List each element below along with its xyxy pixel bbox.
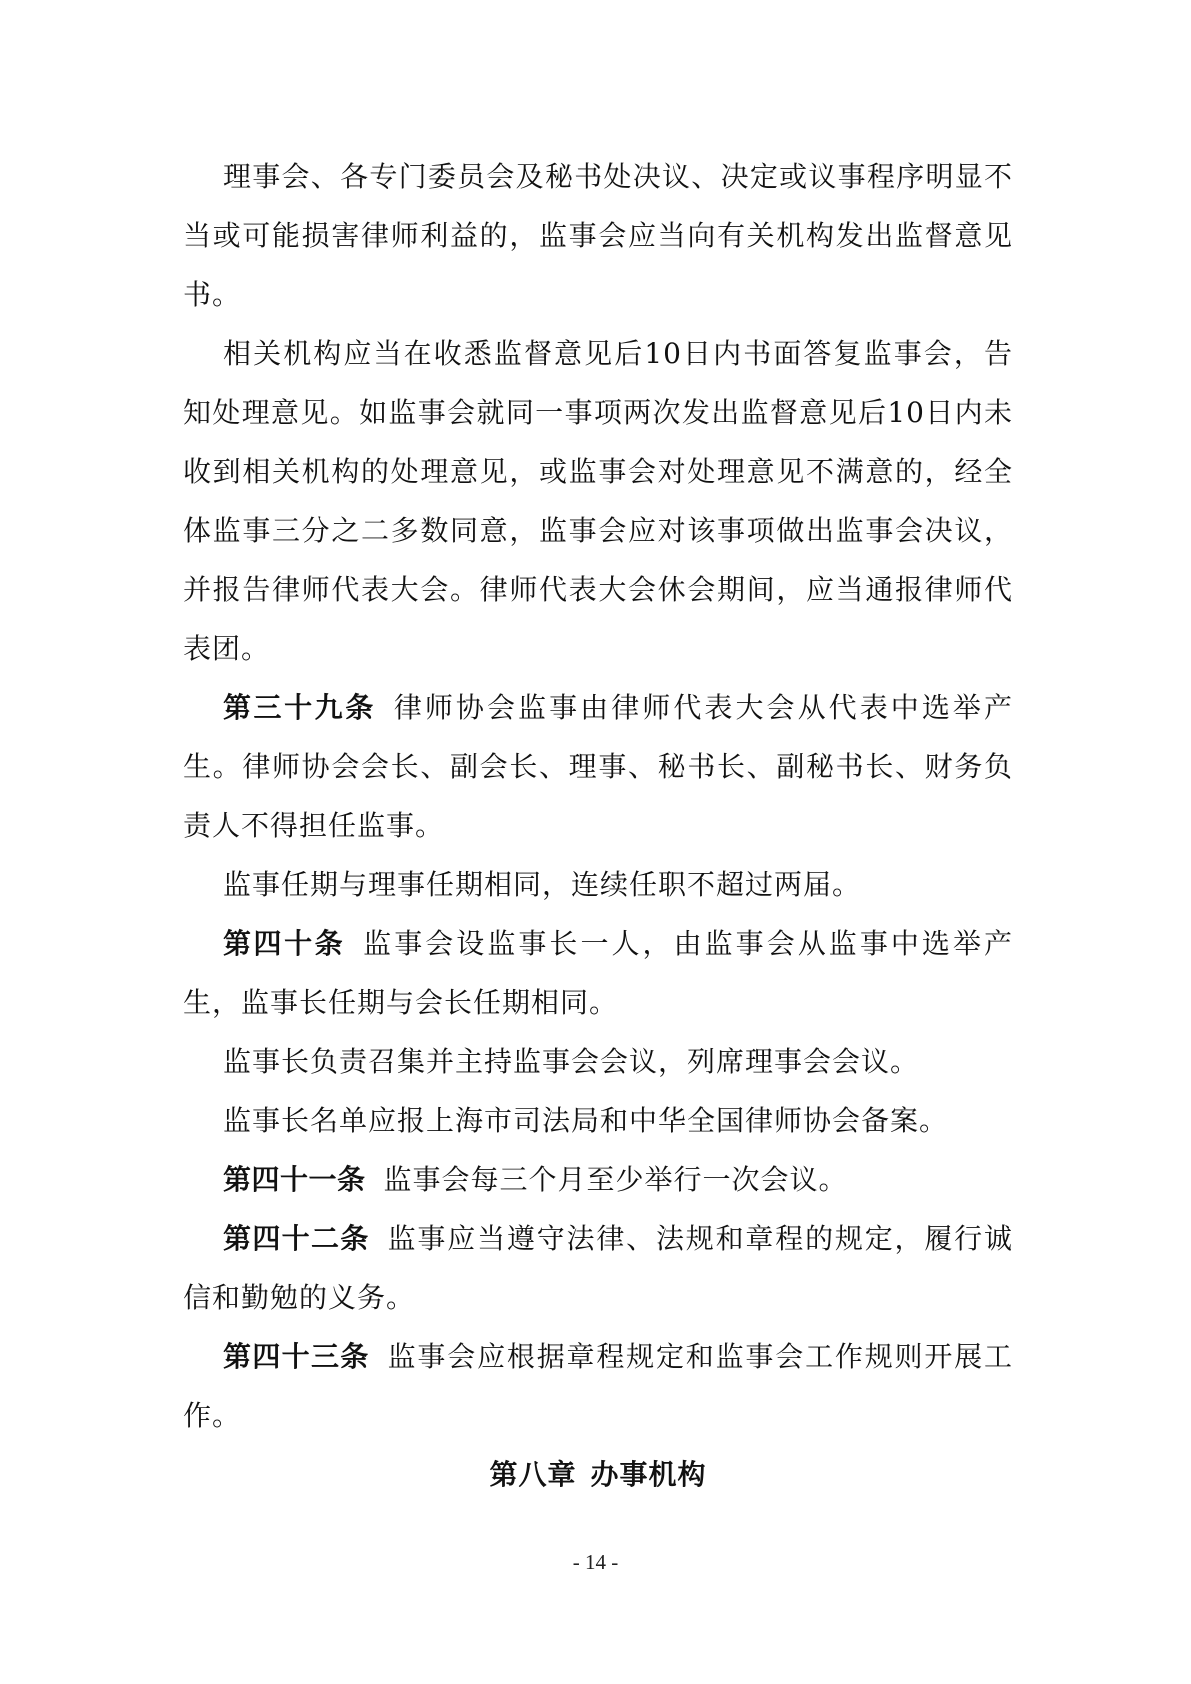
paragraph-text: 监事会每三个月至少举行一次会议。 xyxy=(383,1163,848,1196)
paragraph xyxy=(183,855,1013,914)
page-number: - 14 - xyxy=(572,1550,619,1574)
article-heading: 第四十条 xyxy=(223,927,346,960)
chapter-number: 第八章 xyxy=(489,1458,577,1491)
article-heading: 第四十二条 xyxy=(223,1222,370,1255)
paragraph xyxy=(183,324,1013,678)
paragraph-text: 相关机构应当在收悉监督意见后10日内书面答复监事会，告知处理意见。如监事会就同一事项两次发出监督意见后10日内未收到相关机构的处理意见，或监事会对处理意见不满意的，经全体监事三分之二多数同意，监事会应对该事项做出监事会决议，并报告律师代表大会。律师代表大会休会期间，应当通报律师代表团。 xyxy=(183,337,1013,665)
paragraph-text: 监事任期与理事任期相同，连续任职不超过两届。 xyxy=(223,868,862,901)
article-heading: 第四十一条 xyxy=(223,1163,366,1196)
paragraph-text: 理事会、各专门委员会及秘书处决议、决定或议事程序明显不当或可能损害律师利益的，监事会应当向有关机构发出监督意见书。 xyxy=(183,160,1013,311)
paragraph xyxy=(183,147,1013,324)
article-paragraph xyxy=(183,1150,1013,1209)
article-paragraph xyxy=(183,1327,1013,1445)
article-paragraph xyxy=(183,1209,1013,1327)
chapter-heading xyxy=(183,1445,1013,1504)
paragraph-text: 监事会应根据章程规定和监事会工作规则开展工作。 xyxy=(183,1340,1013,1432)
article-paragraph xyxy=(183,678,1013,855)
paragraph-text: 监事应当遵守法律、法规和章程的规定，履行诚信和勤勉的义务。 xyxy=(183,1222,1013,1314)
paragraph-text: 监事会设监事长一人，由监事会从监事中选举产生，监事长任期与会长任期相同。 xyxy=(183,927,1013,1019)
article-heading: 第三十九条 xyxy=(223,691,376,724)
article-paragraph xyxy=(183,914,1013,1032)
paragraph-text: 律师协会监事由律师代表大会从代表中选举产生。律师协会会长、副会长、理事、秘书长、副秘书长、财务负责人不得担任监事。 xyxy=(183,691,1013,842)
paragraph-text: 监事长负责召集并主持监事会会议，列席理事会会议。 xyxy=(223,1045,920,1078)
chapter-title: 办事机构 xyxy=(590,1458,707,1491)
paragraph-text: 监事长名单应报上海市司法局和中华全国律师协会备案。 xyxy=(223,1104,949,1137)
paragraph xyxy=(183,1032,1013,1091)
article-heading: 第四十三条 xyxy=(223,1340,370,1373)
paragraph xyxy=(183,1091,1013,1150)
document-body xyxy=(183,147,1013,1504)
